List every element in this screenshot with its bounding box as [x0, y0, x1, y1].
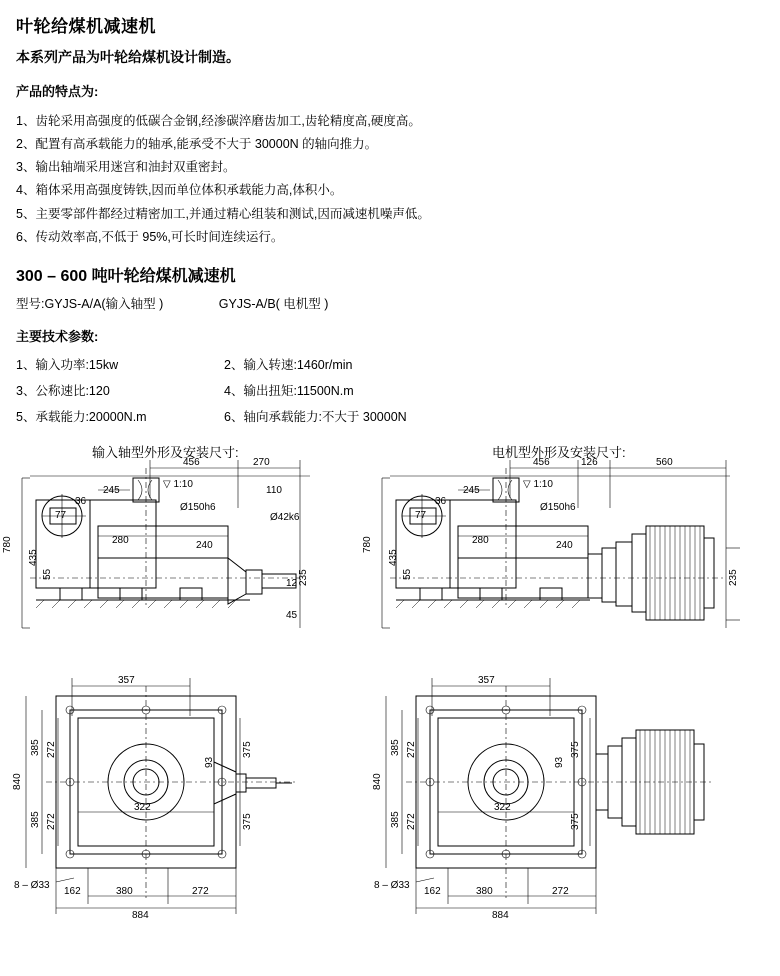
- dim-456: 456: [183, 457, 200, 469]
- features-list: [16, 110, 764, 249]
- dim-240: 240: [196, 540, 213, 552]
- model-label-b: GYJS-A/B( 电机型 ): [218, 296, 329, 311]
- features-heading: 产品的特点为:: [16, 84, 99, 99]
- list-item: 4、箱体采用高强度铸铁,因而单位体积承载能力高,体积小。: [16, 183, 343, 198]
- dim-840: 840: [12, 773, 23, 791]
- dim-357: 357: [118, 675, 135, 687]
- dim-780-r: 780: [362, 536, 373, 554]
- dim-385-bot-r: 385: [390, 811, 401, 829]
- list-item: 1、齿轮采用高强度的低碳合金钢,经渗碳淬磨齿加工,齿轮精度高,硬度高。: [16, 114, 421, 128]
- dim-375-top-r: 375: [570, 741, 581, 759]
- dim-55-r: 55: [402, 569, 413, 581]
- dim-884: 884: [132, 910, 149, 922]
- spec-cell: 2、输入转速:1460r/min: [224, 357, 353, 372]
- dim-77: 77: [55, 510, 67, 522]
- dim-385-top-r: 385: [390, 739, 401, 757]
- spec-cell: 1、输入功率:15kw: [16, 357, 119, 372]
- model-label-a: 型号:GYJS-A/A(输入轴型 ): [16, 296, 164, 311]
- dim-270: 270: [253, 457, 270, 469]
- dim-235-r: 235: [728, 569, 739, 587]
- dim-245-r: 245: [463, 485, 480, 497]
- dim-272-r: 272: [552, 886, 569, 898]
- dim-375-bot-r: 375: [570, 813, 581, 831]
- dim-322-r: 322: [494, 802, 511, 814]
- dim-245: 245: [103, 485, 120, 497]
- dim-126: 126: [581, 457, 598, 469]
- list-item: 3、输出轴端采用迷宫和油封双重密封。: [16, 160, 236, 175]
- dim-12: 12: [286, 578, 298, 590]
- drawings-area: [0, 438, 780, 958]
- drawing-bottom-left: [12, 675, 296, 921]
- dim-36: 36: [75, 496, 87, 508]
- dim-272-bot: 272: [46, 813, 57, 831]
- dim-375-top: 375: [242, 741, 253, 759]
- dim-93-r: 93: [554, 757, 565, 769]
- dim-435: 435: [28, 549, 39, 567]
- dim-taper-1-10-r: ▽ 1:10: [523, 479, 553, 491]
- table-row: [16, 353, 524, 379]
- dim-162: 162: [64, 886, 81, 898]
- list-item: 5、主要零部件都经过精密加工,并通过精心组装和测试,因而减速机噪声低。: [16, 206, 430, 221]
- dim-36-r: 36: [435, 496, 447, 508]
- dim-8-d33-r: 8 – Ø33: [374, 880, 410, 892]
- list-item: 6、传动效率高,不低于 95%,可长时间连续运行。: [16, 229, 284, 244]
- drawing-bottom-right: [372, 675, 712, 921]
- dim-280: 280: [112, 535, 129, 547]
- dim-357-r: 357: [478, 675, 495, 687]
- dim-d150h6-r: Ø150h6: [540, 502, 576, 514]
- dim-385-bot: 385: [30, 811, 41, 829]
- dim-110: 110: [266, 485, 282, 497]
- dim-272-bot-r: 272: [406, 813, 417, 831]
- spec-cell: 6、轴向承载能力:不大于 30000N: [224, 409, 407, 424]
- dim-385-top: 385: [30, 739, 41, 757]
- dim-77-r: 77: [415, 510, 427, 522]
- drawing-caption-right: 电机型外形及安装尺寸:: [492, 445, 626, 461]
- dim-d150h6: Ø150h6: [180, 502, 216, 514]
- table-row: [16, 379, 524, 405]
- dim-240-r: 240: [556, 540, 573, 552]
- lead-paragraph: 本系列产品为叶轮给煤机设计制造。: [16, 49, 240, 65]
- section-title: 300 – 600 吨叶轮给煤机减速机: [16, 267, 236, 285]
- list-item: 2、配置有高承载能力的轴承,能承受不大于 30000N 的轴向推力。: [16, 137, 378, 152]
- technical-drawings: [0, 438, 780, 958]
- dim-884-r: 884: [492, 910, 509, 922]
- dim-380-r: 380: [476, 886, 493, 898]
- dim-560: 560: [656, 457, 673, 469]
- dim-272-top-r: 272: [406, 741, 417, 759]
- specs-heading: 主要技术参数:: [16, 328, 99, 344]
- spec-cell: 5、承载能力:20000N.m: [16, 409, 147, 424]
- dim-235: 235: [298, 569, 309, 587]
- dim-780: 780: [2, 536, 13, 554]
- dim-380: 380: [116, 886, 133, 898]
- dim-8-d33: 8 – Ø33: [14, 880, 50, 892]
- specs-table: [16, 353, 524, 431]
- dim-d42k6: Ø42k6: [270, 512, 300, 524]
- dim-45: 45: [286, 610, 298, 622]
- document-content: [0, 0, 780, 430]
- page-title: 叶轮给煤机减速机: [16, 17, 156, 36]
- dim-840-r: 840: [372, 773, 383, 791]
- drawing-caption-left: 输入轴型外形及安装尺寸:: [92, 445, 239, 461]
- dim-375-bot: 375: [242, 813, 253, 831]
- table-row: [16, 405, 524, 431]
- dim-55: 55: [42, 569, 53, 581]
- spec-cell: 4、输出扭矩:11500N.m: [224, 383, 354, 398]
- drawing-top-left: [2, 457, 310, 628]
- drawing-top-right: [362, 457, 740, 628]
- dim-taper-1-10: ▽ 1:10: [163, 479, 193, 491]
- dim-93: 93: [204, 757, 215, 769]
- dim-435-r: 435: [388, 549, 399, 567]
- dim-456-r: 456: [533, 457, 550, 469]
- dim-272-top: 272: [46, 741, 57, 759]
- dim-280-r: 280: [472, 535, 489, 547]
- model-line: [16, 294, 764, 312]
- dim-162-r: 162: [424, 886, 441, 898]
- spec-cell: 3、公称速比:120: [16, 383, 110, 398]
- dim-272: 272: [192, 886, 209, 898]
- dim-322: 322: [134, 802, 151, 814]
